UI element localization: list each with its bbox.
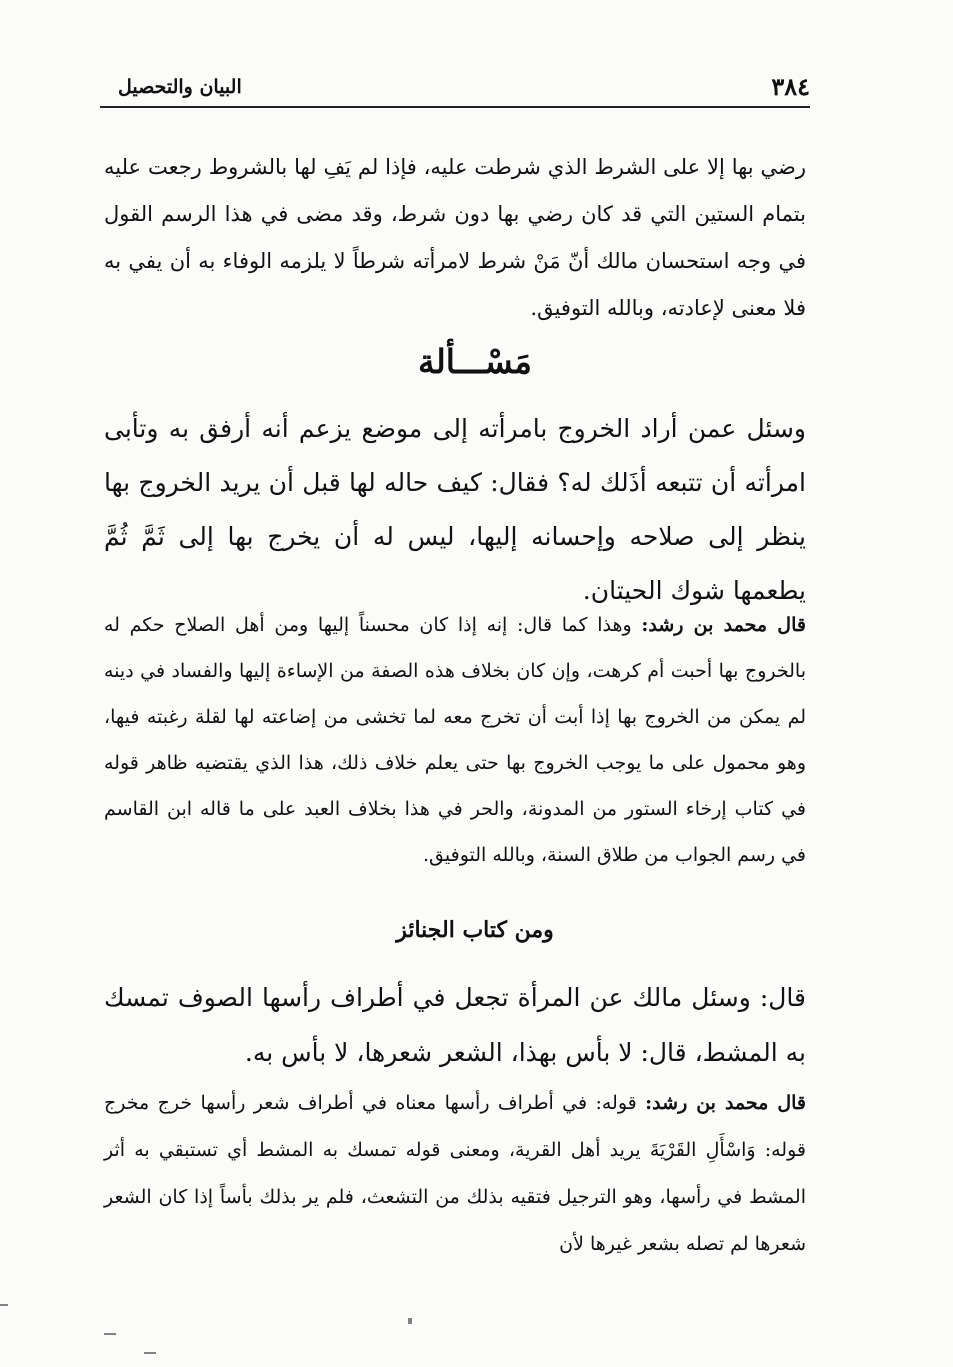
header-divider xyxy=(100,106,810,108)
commentary-author-lead-2: قال محمد بن رشد: xyxy=(645,1092,806,1114)
question-paragraph: وسئل عمن أراد الخروج بامرأته إلى موضع يزعم أنه أرفق به وتأبى امرأته أن تتبعه أذَلك له؟ فقال: كيف حاله لها قبل أن يريد الخروج بها ينظر إلى صلاحه وإحسانه إليها، ليس له أن يخرج بها إلى ثَمَّ ثُمَّ يطعمها شوك الحيتان. xyxy=(104,414,806,605)
section-title-masala: مَسْـــألة xyxy=(418,342,532,381)
page-number: ٣٨٤ xyxy=(771,72,810,101)
paragraph-continuation: رضي بها إلا على الشرط الذي شرطت عليه، فإذا لم يَفِ لها بالشروط رجعت عليه بتمام الستين التي قد كان رضي بها دون شرط، وقد مضى في هذا الرسم القول في وجه استحسان مالك أنّ مَنْ شرط لامرأته شرطاً لا يلزمه الوفاء به أن يفي به فلا معنى لإعادته، وبالله التوفيق. xyxy=(104,155,806,320)
commentary-body: وهذا كما قال: إنه إذا كان محسناً إليها ومن أهل الصلاح حكم له بالخروج بها أحبت أم كرهت، وإن كان بخلاف هذه الصفة من الإساءة إليها والفساد في دينه لم يمكن من الخروج بها إذا أبت أن تخرج معه لما تخشى من إضاعته لها لقلة رغبته فيها، وهو محمول على ما يوجب الخروج بها حتى يعلم خلاف ذلك، هذا الذي يقتضيه ظاهر قوله في كتاب إرخاء الستور من المدونة، والحر في هذا بخلاف العبد على ما قاله ابن القاسم في رسم الجواب من طلاق السنة، وبالله التوفيق. xyxy=(104,614,806,866)
commentary-author-lead: قال محمد بن رشد: xyxy=(641,614,806,636)
commentary-body-2: قوله: في أطراف رأسها معناه في أطراف شعر رأسها خرج مخرج قوله: وَاسْأَلِ القَرْيَةَ يريد أهل القرية، ومعنى قوله تمسك به المشط أي تستبقي به أثر المشط في رأسها، وهو الترجيل فتقيه بذلك من التشعث، فلم ير بذلك بأساً إذا كان الشعر شعرها لم تصله بشعر غيرها لأن xyxy=(104,1092,806,1255)
scan-speck xyxy=(104,1333,116,1335)
funerals-question-paragraph: قال: وسئل مالك عن المرأة تجعل في أطراف رأسها الصوف تمسك به المشط، قال: لا بأس بهذا، الشعر شعرها، لا بأس به. xyxy=(104,983,806,1067)
commentary-paragraph xyxy=(104,602,806,878)
scan-speck xyxy=(0,1304,8,1306)
funerals-commentary-paragraph xyxy=(104,1080,806,1268)
page-header xyxy=(100,70,810,104)
running-title: البيان والتحصيل xyxy=(118,76,242,98)
scan-speck xyxy=(144,1352,156,1354)
scan-speck xyxy=(408,1318,412,1324)
book-chapter-heading: ومن كتاب الجنائز xyxy=(396,917,554,943)
